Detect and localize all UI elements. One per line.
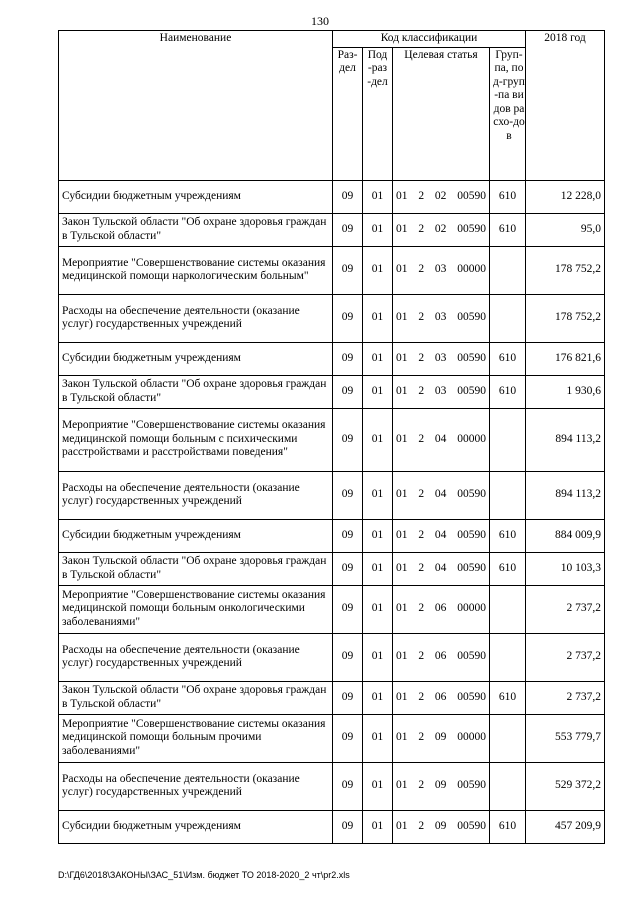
target-article-part: 01 (396, 432, 408, 445)
row-amount: 884 009,9 (526, 519, 605, 552)
row-amount: 457 209,9 (526, 810, 605, 843)
header-group: Груп-па, под-груп-па видов расхо-дов (490, 47, 526, 180)
row-razdel: 09 (333, 681, 363, 714)
target-article-part: 2 (418, 311, 425, 324)
row-podrazdel: 01 (363, 213, 393, 246)
target-article-part: 2 (418, 731, 425, 744)
target-article-part: 2 (418, 488, 425, 501)
row-target-article (393, 471, 490, 519)
row-razdel: 09 (333, 408, 363, 471)
table-row (59, 342, 605, 375)
target-article-part: 00590 (457, 690, 486, 703)
row-amount: 894 113,2 (526, 408, 605, 471)
row-group (490, 246, 526, 294)
table-row (59, 552, 605, 585)
target-article-part: 01 (396, 488, 408, 501)
row-razdel: 09 (333, 714, 363, 762)
row-amount: 12 228,0 (526, 180, 605, 213)
target-article-part: 01 (396, 311, 408, 324)
target-article-part: 09 (434, 779, 447, 792)
row-amount: 10 103,3 (526, 552, 605, 585)
row-name: Расходы на обеспечение деятельности (оказание услуг) государственных учреждений (59, 633, 333, 681)
target-article-part: 00000 (457, 263, 486, 276)
target-article-part: 2 (418, 351, 425, 364)
row-group: 610 (490, 810, 526, 843)
row-target-article (393, 294, 490, 342)
header-podrazdel: Под-раз-дел (363, 47, 393, 180)
row-razdel: 09 (333, 213, 363, 246)
row-group: 610 (490, 213, 526, 246)
row-podrazdel: 01 (363, 408, 393, 471)
row-group (490, 762, 526, 810)
row-podrazdel: 01 (363, 180, 393, 213)
header-target-article: Целевая статья (393, 47, 490, 180)
target-article-part: 03 (434, 311, 447, 324)
row-name: Закон Тульской области "Об охране здоровья граждан в Тульской области" (59, 375, 333, 408)
budget-table (58, 30, 605, 844)
row-group (490, 633, 526, 681)
target-article-part: 06 (434, 602, 447, 615)
row-name: Закон Тульской области "Об охране здоровья граждан в Тульской области" (59, 681, 333, 714)
target-article-part: 01 (396, 602, 408, 615)
row-name: Закон Тульской области "Об охране здоровья граждан в Тульской области" (59, 213, 333, 246)
row-amount: 894 113,2 (526, 471, 605, 519)
target-article-part: 01 (396, 561, 408, 574)
target-article-part: 03 (434, 384, 447, 397)
row-razdel: 09 (333, 294, 363, 342)
target-article-part: 2 (418, 690, 425, 703)
target-article-part: 2 (418, 561, 425, 574)
target-article-part: 2 (418, 432, 425, 445)
target-article-part: 01 (396, 779, 408, 792)
target-article-part: 01 (396, 690, 408, 703)
header-name: Наименование (59, 31, 333, 181)
table-row (59, 408, 605, 471)
table-row (59, 810, 605, 843)
target-article-part: 00590 (457, 351, 486, 364)
target-article-part: 2 (418, 263, 425, 276)
row-podrazdel: 01 (363, 552, 393, 585)
row-amount: 529 372,2 (526, 762, 605, 810)
row-group: 610 (490, 681, 526, 714)
row-amount: 2 737,2 (526, 585, 605, 633)
table-row (59, 633, 605, 681)
row-name: Расходы на обеспечение деятельности (оказание услуг) государственных учреждений (59, 294, 333, 342)
row-group (490, 294, 526, 342)
target-article-part: 01 (396, 222, 408, 235)
row-group (490, 408, 526, 471)
target-article-part: 03 (434, 351, 447, 364)
target-article-part: 09 (434, 731, 447, 744)
target-article-part: 01 (396, 263, 408, 276)
target-article-part: 04 (434, 561, 447, 574)
target-article-part: 06 (434, 690, 447, 703)
target-article-part: 00590 (457, 222, 486, 235)
target-article-part: 01 (396, 384, 408, 397)
row-amount: 2 737,2 (526, 681, 605, 714)
row-target-article (393, 213, 490, 246)
target-article-part: 00590 (457, 311, 486, 324)
table-row (59, 519, 605, 552)
row-podrazdel: 01 (363, 375, 393, 408)
table-row (59, 294, 605, 342)
target-article-part: 00590 (457, 528, 486, 541)
row-group: 610 (490, 180, 526, 213)
row-razdel: 09 (333, 519, 363, 552)
row-amount: 553 779,7 (526, 714, 605, 762)
target-article-part: 04 (434, 488, 447, 501)
row-razdel: 09 (333, 180, 363, 213)
row-amount: 178 752,2 (526, 246, 605, 294)
row-podrazdel: 01 (363, 681, 393, 714)
target-article-part: 01 (396, 819, 408, 832)
target-article-part: 00000 (457, 432, 486, 445)
table-row (59, 471, 605, 519)
target-article-part: 00590 (457, 779, 486, 792)
header-classification-code: Код классификации (333, 31, 526, 48)
row-name: Мероприятие "Совершенствование системы оказания медицинской помощи больным прочими заболеваниями" (59, 714, 333, 762)
row-target-article (393, 342, 490, 375)
header-razdel: Раз-дел (333, 47, 363, 180)
row-podrazdel: 01 (363, 762, 393, 810)
row-name: Субсидии бюджетным учреждениям (59, 180, 333, 213)
row-target-article (393, 519, 490, 552)
row-podrazdel: 01 (363, 294, 393, 342)
row-target-article (393, 375, 490, 408)
target-article-part: 2 (418, 384, 425, 397)
table-row (59, 585, 605, 633)
header-year: 2018 год (526, 31, 605, 181)
target-article-part: 04 (434, 432, 447, 445)
target-article-part: 00590 (457, 488, 486, 501)
row-razdel: 09 (333, 633, 363, 681)
row-target-article (393, 408, 490, 471)
row-podrazdel: 01 (363, 714, 393, 762)
row-razdel: 09 (333, 342, 363, 375)
table-row (59, 681, 605, 714)
row-name: Расходы на обеспечение деятельности (оказание услуг) государственных учреждений (59, 762, 333, 810)
row-podrazdel: 01 (363, 585, 393, 633)
row-target-article (393, 810, 490, 843)
row-razdel: 09 (333, 762, 363, 810)
target-article-part: 00000 (457, 602, 486, 615)
row-razdel: 09 (333, 552, 363, 585)
target-article-part: 00590 (457, 189, 486, 202)
target-article-part: 00590 (457, 650, 486, 663)
row-group (490, 585, 526, 633)
row-name: Мероприятие "Совершенствование системы оказания медицинской помощи больным онкологическими заболеваниями" (59, 585, 333, 633)
row-podrazdel: 01 (363, 246, 393, 294)
row-name: Мероприятие "Совершенствование системы оказания медицинской помощи больным с психическими расстройствами и расстройствами поведения" (59, 408, 333, 471)
target-article-part: 00000 (457, 731, 486, 744)
target-article-part: 00590 (457, 561, 486, 574)
target-article-part: 01 (396, 189, 408, 202)
row-razdel: 09 (333, 246, 363, 294)
row-target-article (393, 552, 490, 585)
target-article-part: 01 (396, 731, 408, 744)
target-article-part: 01 (396, 351, 408, 364)
table-row (59, 714, 605, 762)
table-row (59, 213, 605, 246)
row-amount: 176 821,6 (526, 342, 605, 375)
row-podrazdel: 01 (363, 342, 393, 375)
target-article-part: 2 (418, 528, 425, 541)
row-amount: 1 930,6 (526, 375, 605, 408)
row-group: 610 (490, 342, 526, 375)
target-article-part: 2 (418, 189, 425, 202)
row-group: 610 (490, 519, 526, 552)
target-article-part: 03 (434, 263, 447, 276)
row-amount: 178 752,2 (526, 294, 605, 342)
row-name: Расходы на обеспечение деятельности (оказание услуг) государственных учреждений (59, 471, 333, 519)
row-razdel: 09 (333, 810, 363, 843)
table-row (59, 246, 605, 294)
target-article-part: 00590 (457, 819, 486, 832)
row-target-article (393, 180, 490, 213)
row-name: Субсидии бюджетным учреждениям (59, 810, 333, 843)
row-target-article (393, 762, 490, 810)
target-article-part: 2 (418, 650, 425, 663)
target-article-part: 00590 (457, 384, 486, 397)
target-article-part: 02 (434, 222, 447, 235)
row-name: Мероприятие "Совершенствование системы оказания медицинской помощи наркологическим больным" (59, 246, 333, 294)
row-podrazdel: 01 (363, 810, 393, 843)
row-name: Субсидии бюджетным учреждениям (59, 342, 333, 375)
table-row (59, 180, 605, 213)
row-group: 610 (490, 552, 526, 585)
target-article-part: 2 (418, 222, 425, 235)
row-group: 610 (490, 375, 526, 408)
row-target-article (393, 246, 490, 294)
target-article-part: 06 (434, 650, 447, 663)
table-row (59, 375, 605, 408)
table-row (59, 762, 605, 810)
target-article-part: 2 (418, 779, 425, 792)
row-podrazdel: 01 (363, 519, 393, 552)
row-name: Закон Тульской области "Об охране здоровья граждан в Тульской области" (59, 552, 333, 585)
row-razdel: 09 (333, 471, 363, 519)
row-target-article (393, 714, 490, 762)
target-article-part: 04 (434, 528, 447, 541)
target-article-part: 01 (396, 528, 408, 541)
row-target-article (393, 681, 490, 714)
row-group (490, 714, 526, 762)
target-article-part: 09 (434, 819, 447, 832)
row-razdel: 09 (333, 585, 363, 633)
row-target-article (393, 633, 490, 681)
target-article-part: 2 (418, 602, 425, 615)
row-razdel: 09 (333, 375, 363, 408)
target-article-part: 01 (396, 650, 408, 663)
target-article-part: 02 (434, 189, 447, 202)
file-path-footer: D:\ГД6\2018\ЗАКОНЫ\ЗАС_51\Изм. бюджет ТО 2018-2020_2 чт\pr2.xls (58, 870, 350, 880)
row-amount: 95,0 (526, 213, 605, 246)
target-article-part: 2 (418, 819, 425, 832)
row-podrazdel: 01 (363, 471, 393, 519)
row-target-article (393, 585, 490, 633)
row-podrazdel: 01 (363, 633, 393, 681)
page-number: 130 (311, 14, 329, 28)
row-amount: 2 737,2 (526, 633, 605, 681)
row-name: Субсидии бюджетным учреждениям (59, 519, 333, 552)
row-group (490, 471, 526, 519)
